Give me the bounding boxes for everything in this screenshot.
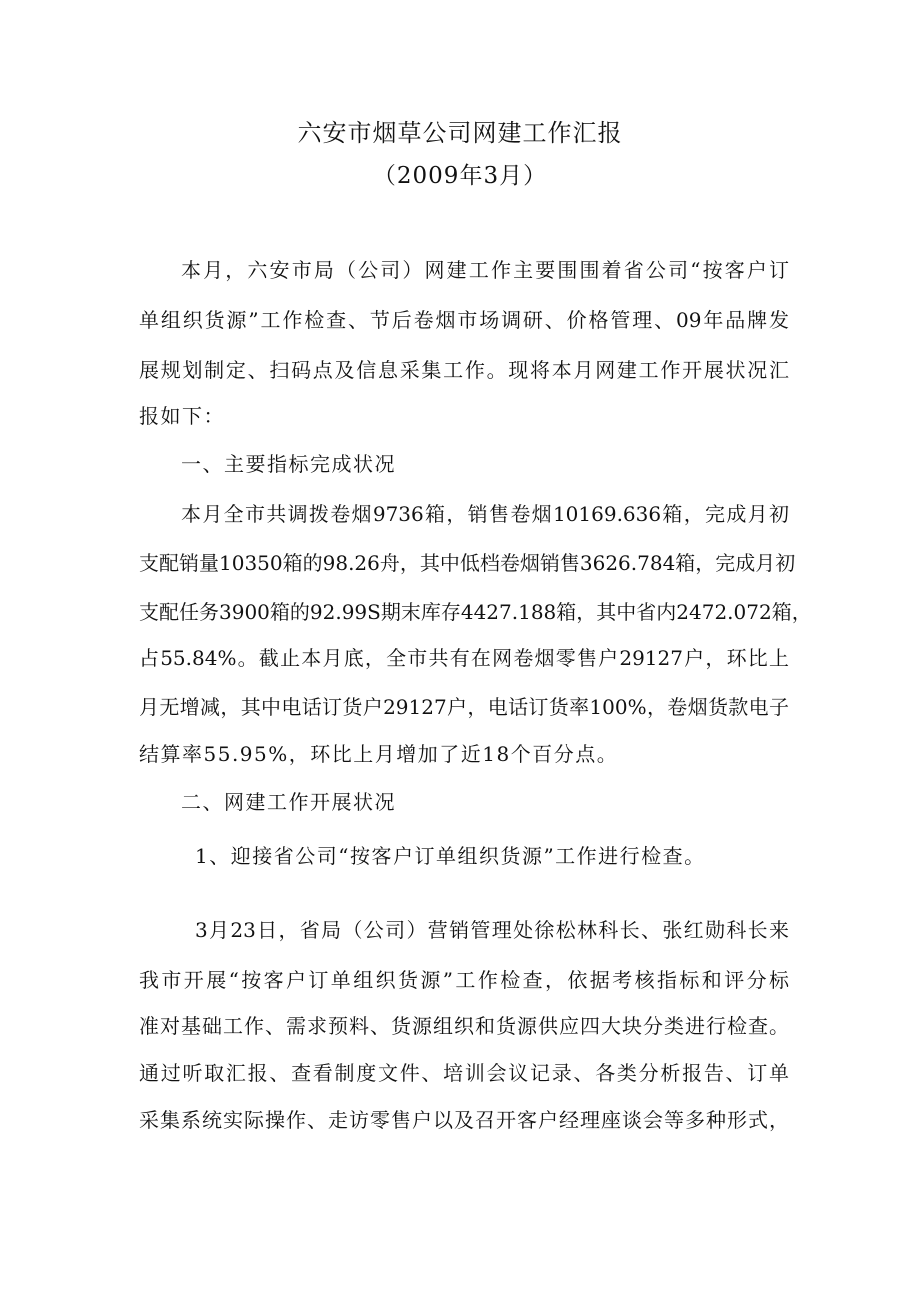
paragraph-line: 支配任务3900箱的92.99S期末库存4427.188箱，其中省内2472.072箱，: [139, 600, 812, 624]
intro-line: 报如下：: [139, 404, 225, 428]
paragraph-line: 准对基础工作、需求预料、货源组织和货源供应四大块分类进行检查。: [139, 1014, 789, 1038]
subsection-heading: 1、迎接省公司“按客户订单组织货源”工作进行检查。: [195, 844, 706, 868]
paragraph-line: 3月23日，省局（公司）营销管理处徐松林科长、张红勋科长来: [195, 918, 789, 942]
intro-line: 展规划制定、扫码点及信息采集工作。现将本月网建工作开展状况汇: [139, 358, 789, 382]
paragraph-line: 月无增减，其中电话订货户29127户，电话订货率100%，卷烟货款电子: [139, 695, 789, 719]
document-title: 六安市烟草公司网建工作汇报: [297, 119, 623, 147]
paragraph-line: 占55.84%。截止本月底，全市共有在网卷烟零售户29127户，环比上: [139, 646, 789, 670]
document-date: （2009年3月）: [372, 163, 548, 189]
intro-line: 单组织货源”工作检查、节后卷烟市场调研、价格管理、09年品牌发: [139, 308, 789, 332]
paragraph-line: 本月全市共调拨卷烟9736箱，销售卷烟10169.636箱，完成月初: [181, 502, 789, 526]
paragraph-line: 通过听取汇报、查看制度文件、培训会议记录、各类分析报告、订单: [139, 1061, 789, 1085]
section-heading: 二、网建工作开展状况: [181, 790, 396, 814]
paragraph-line: 我市开展“按客户订单组织货源”工作检查，依据考核指标和评分标: [139, 968, 789, 992]
intro-line: 本月，六安市局（公司）网建工作主要围围着省公司“按客户订: [181, 258, 789, 282]
paragraph-line: 采集系统实际操作、走访零售户以及召开客户经理座谈会等多种形式，: [139, 1108, 789, 1132]
paragraph-line: 结算率55.95%，环比上月增加了近18个百分点。: [139, 742, 619, 766]
section-heading: 一、主要指标完成状况: [181, 452, 396, 476]
paragraph-line: 支配销量10350箱的98.26舟，其中低档卷烟销售3626.784箱，完成月初: [139, 551, 796, 575]
